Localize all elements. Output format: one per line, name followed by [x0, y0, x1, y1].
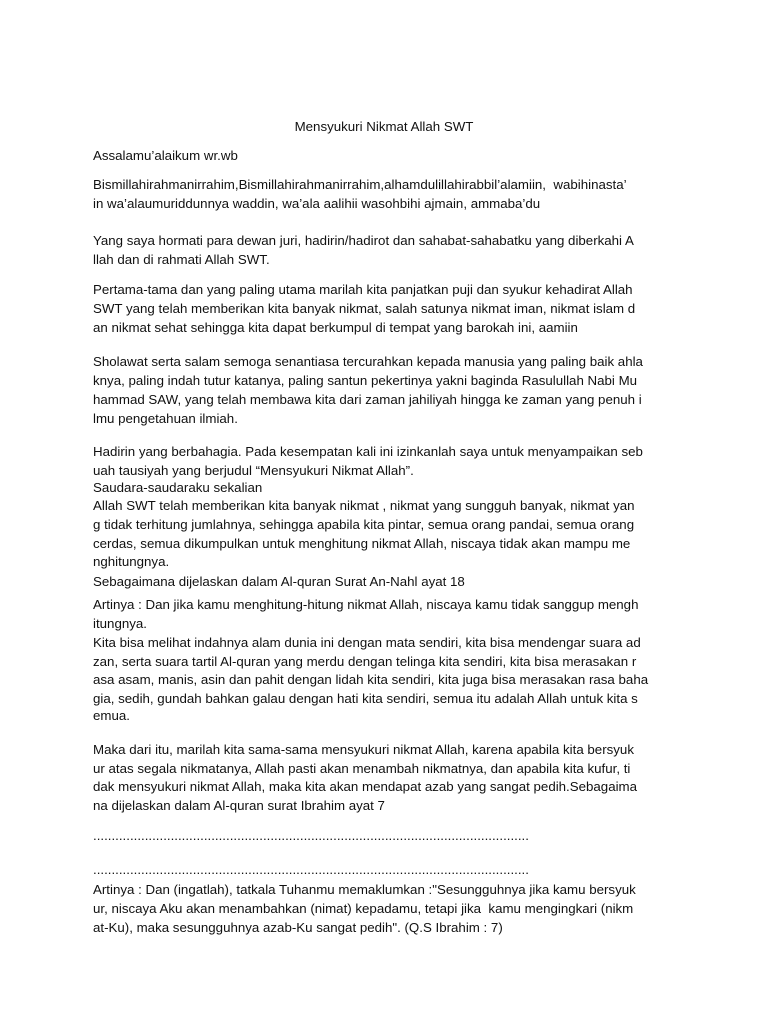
text-line: lmu pengetahuan ilmiah. — [93, 411, 238, 426]
text-line: ur atas segala nikmatanya, Allah pasti akan menambah nikmatnya, dan apabila kita kufur, ti — [93, 761, 631, 776]
text-line: Maka dari itu, marilah kita sama-sama mensyukuri nikmat Allah, karena apabila kita bersyuk — [93, 742, 634, 757]
text-line: Artinya : Dan (ingatlah), tatkala Tuhanmu memaklumkan :"Sesungguhnya jika kamu bersyuk — [93, 882, 636, 897]
text-line: at-Ku), maka sesungguhnya azab-Ku sangat pedih". (Q.S Ibrahim : 7) — [93, 920, 503, 935]
text-line: nghitungnya. — [93, 554, 170, 569]
text-line: g tidak terhitung jumlahnya, sehingga apabila kita pintar, semua orang pandai, semua orang — [93, 517, 635, 532]
text-line: gia, sedih, gundah bahkan galau dengan hati kita sendiri, semua itu adalah Allah untuk kita s — [93, 691, 638, 706]
text-line: hammad SAW, yang telah membawa kita dari zaman jahiliyah hingga ke zaman yang penuh i — [93, 392, 642, 407]
text-line: dak mensyukuri nikmat Allah, maka kita akan mendapat azab yang sangat pedih.Sebagaima — [93, 779, 638, 794]
text-line: Yang saya hormati para dewan juri, hadirin/hadirot dan sahabat-sahabatku yang diberkahi A — [93, 233, 634, 248]
text-line: Saudara-saudaraku sekalian — [93, 480, 263, 495]
text-line: an nikmat sehat sehingga kita dapat berkumpul di tempat yang barokah ini, aamiin — [93, 320, 578, 335]
text-line: Artinya : Dan jika kamu menghitung-hitung nikmat Allah, niscaya kamu tidak sanggup mengh — [93, 597, 639, 612]
text-line: SWT yang telah memberikan kita banyak nikmat, salah satunya nikmat iman, nikmat islam d — [93, 301, 636, 316]
text-line: Kita bisa melihat indahnya alam dunia ini dengan mata sendiri, kita bisa mendengar suara ad — [93, 635, 641, 650]
text-line: Allah SWT telah memberikan kita banyak nikmat , nikmat yang sungguh banyak, nikmat yan — [93, 498, 635, 513]
document-title: Mensyukuri Nikmat Allah SWT — [294, 119, 474, 134]
text-line: Assalamu’alaikum wr.wb — [93, 148, 238, 163]
text-line: ur, niscaya Aku akan menambahkan (nimat) kepadamu, tetapi jika kamu mengingkari (nikm — [93, 901, 634, 916]
text-line: Hadirin yang berbahagia. Pada kesempatan kali ini izinkanlah saya untuk menyampaikan seb — [93, 444, 643, 459]
text-line: emua. — [93, 708, 130, 723]
text-line: na dijelaskan dalam Al-quran surat Ibrahim ayat 7 — [93, 798, 385, 813]
text-line: Pertama-tama dan yang paling utama marilah kita panjatkan puji dan syukur kehadirat Allah — [93, 282, 633, 297]
dotted-placeholder-line: ...................................................................................................................... — [93, 862, 529, 877]
text-line: itungnya. — [93, 616, 147, 631]
text-line: cerdas, semua dikumpulkan untuk menghitung nikmat Allah, niscaya tidak akan mampu me — [93, 536, 631, 551]
text-line: Bismillahirahmanirrahim,Bismillahirahmanirrahim,alhamdulillahirabbil’alamiin, wabihinasta’ — [93, 177, 627, 192]
text-line: knya, paling indah tutur katanya, paling santun pekertinya yakni baginda Rasulullah Nabi Mu — [93, 373, 638, 388]
text-line: llah dan di rahmati Allah SWT. — [93, 252, 270, 267]
dotted-placeholder-line: ...................................................................................................................... — [93, 828, 529, 843]
text-line: asa asam, manis, asin dan pahit dengan lidah kita sendiri, kita juga bisa merasakan rasa baha — [93, 672, 649, 687]
text-line: Sebagaimana dijelaskan dalam Al-quran Surat An-Nahl ayat 18 — [93, 574, 465, 589]
text-line: uah tausiyah yang berjudul “Mensyukuri Nikmat Allah”. — [93, 463, 414, 478]
text-line: Sholawat serta salam semoga senantiasa tercurahkan kepada manusia yang paling baik ahla — [93, 354, 643, 369]
text-line: zan, serta suara tartil Al-quran yang merdu dengan telinga kita sendiri, kita bisa merasakan r — [93, 654, 637, 669]
text-line: in wa’alaumuriddunnya waddin, wa’ala aalihii wasohbihi ajmain, ammaba’du — [93, 196, 541, 211]
